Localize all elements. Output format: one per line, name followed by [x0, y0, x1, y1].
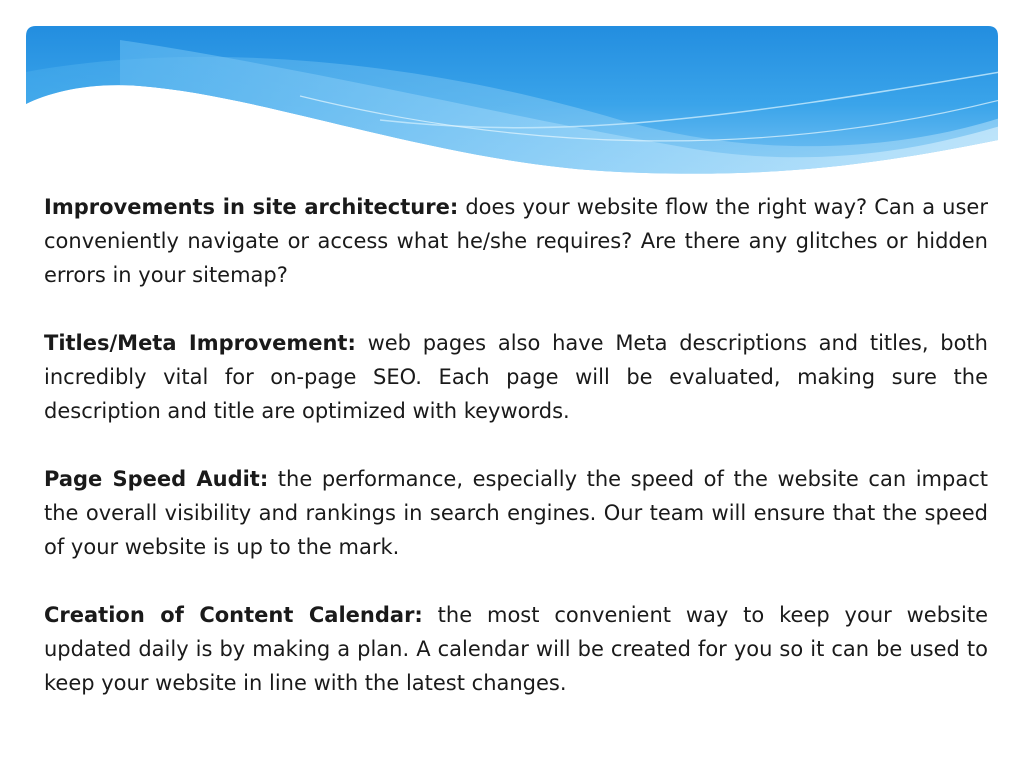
paragraph-text: web pages also have Meta descriptions and titles, both incredibly vital for on-page SEO. Each page will be evaluated, making sure the description and title are optimized with keywords. [44, 331, 988, 423]
term-label: Creation of Content Calendar: [44, 603, 423, 627]
paragraph-text: the most convenient way to keep your website updated daily is by making a plan. A calendar will be created for you so it can be used to keep your website in line with the latest changes. [44, 603, 988, 695]
wave-banner [0, 0, 1024, 190]
term-label: Titles/Meta Improvement: [44, 331, 356, 355]
paragraph-content-calendar [44, 598, 988, 700]
paragraph-text: does your website flow the right way? Can a user conveniently navigate or access what he/she requires? Are there any glitches or hidden errors in your sitemap? [44, 195, 988, 287]
content-body [44, 190, 988, 734]
term-label: Page Speed Audit: [44, 467, 269, 491]
paragraph-site-architecture [44, 190, 988, 292]
paragraph-text: the performance, especially the speed of the website can impact the overall visibility and rankings in search engines. Our team will ensure that the speed of your website is up to the mark. [44, 467, 988, 559]
paragraph-page-speed [44, 462, 988, 564]
term-label: Improvements in site architecture: [44, 195, 459, 219]
paragraph-titles-meta [44, 326, 988, 428]
